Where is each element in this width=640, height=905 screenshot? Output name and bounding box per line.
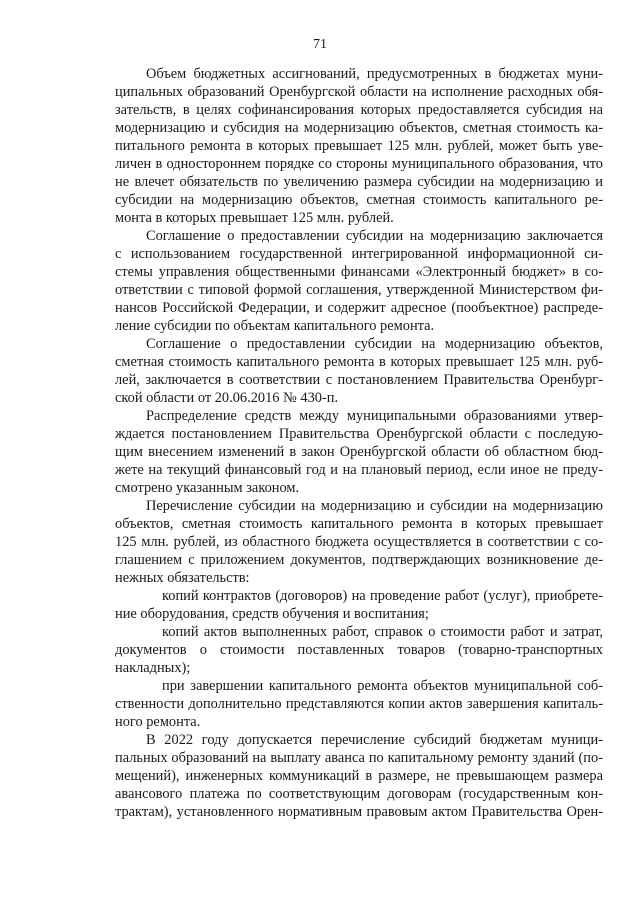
text-line: Перечисление субсидии на модернизацию и субсидии на модернизацию — [146, 498, 603, 514]
text-line: личен в одностороннем порядке со стороны муниципального образования, что — [115, 156, 603, 172]
text-line: Соглашение о предоставлении субсидии на модернизацию заключается — [146, 228, 603, 244]
text-line: сметная стоимость капитального ремонта в которых превышает 125 млн. руб- — [115, 354, 603, 370]
text-line: копий актов выполненных работ, справок о стоимости работ и затрат, — [162, 624, 603, 640]
text-line: 125 млн. рублей, из областного бюджета осуществляется в соответствии с со- — [115, 534, 603, 550]
text-line: ответствии с типовой формой соглашения, утвержденной Министерством фи- — [115, 282, 603, 298]
text-line: В 2022 году допускается перечисление субсидий бюджетам муници- — [146, 732, 603, 748]
text-line: нежных обязательств: — [115, 570, 250, 586]
text-line: субсидии на модернизацию объектов, сметная стоимость капитального ре- — [115, 192, 603, 208]
page-number: 71 — [313, 37, 327, 52]
paragraph — [115, 731, 603, 821]
paragraph — [115, 407, 603, 497]
text-line: трактам), установленного нормативным правовым актом Правительства Орен- — [115, 804, 603, 820]
text-line: жете на текущий финансовый год и на плановый период, если иное не преду- — [115, 462, 603, 478]
text-line: зательств, в целях софинансирования которых предоставляется субсидия на — [115, 102, 603, 118]
paragraph — [115, 227, 603, 335]
text-line: накладных); — [115, 660, 191, 676]
text-line: глашением с приложением документов, подтверждающих возникновение де- — [115, 552, 603, 568]
text-line: ление субсидии по объектам капитального ремонта. — [115, 318, 435, 334]
text-line: мещений), инженерных коммуникаций в размере, не превышающем размера — [115, 768, 603, 784]
list-item — [115, 623, 603, 677]
text-line: авансового платежа по соответствующим договорам (государственным кон- — [115, 786, 603, 802]
text-line: лей, заключается в соответствии с постановлением Правительства Оренбург- — [115, 372, 603, 388]
text-line: копий контрактов (договоров) на проведение работ (услуг), приобрете- — [162, 588, 603, 604]
text-line: Распределение средств между муниципальными образованиями утвер- — [146, 408, 603, 424]
list-item — [115, 587, 603, 623]
text-line: стемы управления общественными финансами «Электронный бюджет» в со- — [115, 264, 603, 280]
text-line: ской области от 20.06.2016 № 430-п. — [115, 390, 339, 406]
text-line: при завершении капитального ремонта объектов муниципальной соб- — [162, 678, 603, 694]
document-body — [115, 65, 603, 821]
text-line: документов о стоимости поставленных товаров (товарно-транспортных — [115, 642, 603, 658]
text-line: смотрено указанным законом. — [115, 480, 300, 496]
text-line: монта в которых превышает 125 млн. рублей. — [115, 210, 394, 226]
text-line: Объем бюджетных ассигнований, предусмотренных в бюджетах муни- — [146, 66, 603, 82]
text-line: щим внесением изменений в закон Оренбургской области об областном бюд- — [115, 444, 603, 460]
text-line: модернизацию и субсидия на модернизацию объектов, сметная стоимость ка- — [115, 120, 603, 136]
text-line: ципальных образований Оренбургской области на исполнение расходных обя- — [115, 84, 603, 100]
text-line: пальных образований на выплату аванса по капитальному ремонту зданий (по- — [115, 750, 603, 766]
text-line: ние оборудования, средств обучения и воспитания; — [115, 606, 429, 622]
text-line: ного ремонта. — [115, 714, 201, 730]
text-line: ждается постановлением Правительства Оренбургской области с последую- — [115, 426, 603, 442]
text-line: ственности дополнительно представляются копии актов завершения капиталь- — [115, 696, 603, 712]
text-line: объектов, сметная стоимость капитального ремонта в которых превышает — [115, 516, 603, 532]
paragraph — [115, 497, 603, 587]
text-line: с использованием государственной интегрированной информационной си- — [115, 246, 603, 262]
text-line: Соглашение о предоставлении субсидии на модернизацию объектов, — [146, 336, 603, 352]
text-line: нансов Российской Федерации, и содержит адресное (пообъектное) распреде- — [115, 300, 603, 316]
paragraph — [115, 65, 603, 227]
list-item — [115, 677, 603, 731]
text-line: не влечет обязательств по увеличению размера субсидии на модернизацию и — [115, 174, 603, 190]
paragraph — [115, 335, 603, 407]
text-line: питального ремонта в которых превышает 125 млн. рублей, может быть уве- — [115, 138, 603, 154]
